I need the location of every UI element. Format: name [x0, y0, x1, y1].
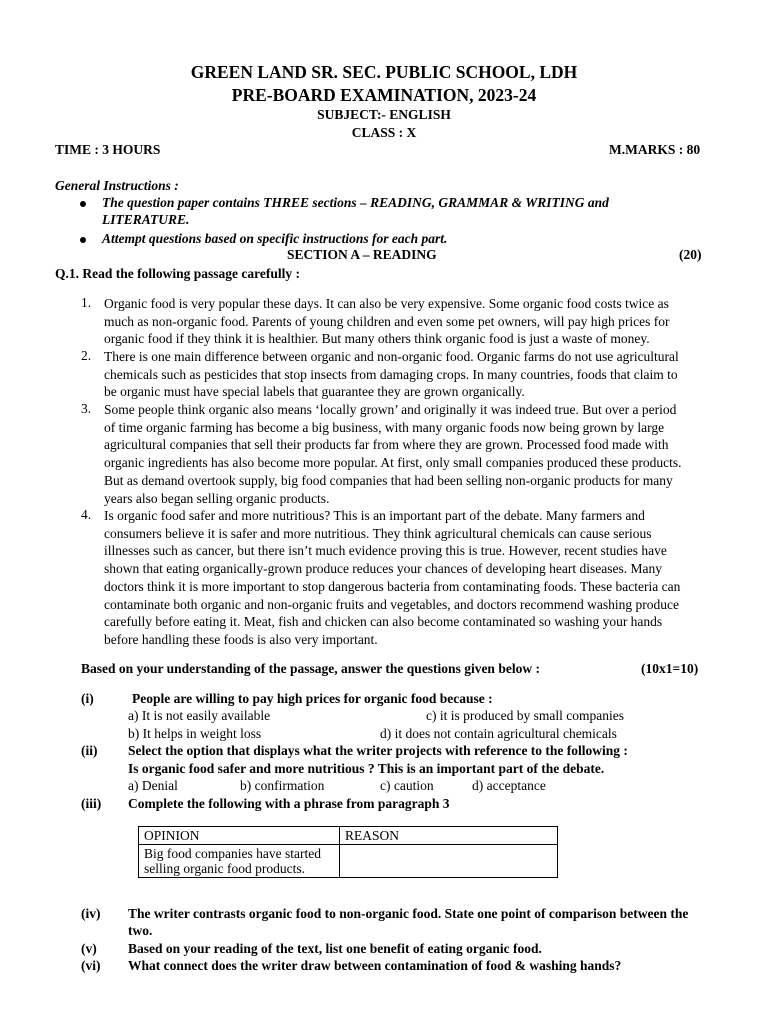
- question-text-cont: two.: [128, 923, 153, 938]
- question-text: What connect does the writer draw between contamination of food & washing hands?: [128, 958, 622, 973]
- question-text: Based on your reading of the text, list one benefit of eating organic food.: [128, 941, 542, 956]
- option-a: a) It is not easily available: [128, 708, 271, 723]
- question-text: Select the option that displays what the writer projects with reference to the following :: [128, 743, 628, 758]
- question-number: (i): [81, 691, 94, 706]
- class-line: CLASS : X: [351, 125, 417, 140]
- option-c: c) caution: [380, 778, 434, 793]
- section-title: SECTION A – READING: [287, 247, 437, 262]
- question-number: (iv): [81, 906, 101, 921]
- paragraph-3: Some people think organic also means ‘locally grown’ and originally it was indeed true. But over a period of time organic farming has become a big business, with many organic foods now being grown by large agricultural companies that sell their products far from where they are grown. Processed food made with organic ingredients has also become more popular. At first, only small companies produced these products. But as demand overtook supply, big food companies that had been selling non-organic products for many years also began selling organic products.: [104, 402, 682, 506]
- questions-marks: (10x1=10): [641, 661, 699, 676]
- paragraph-2: There is one main difference between organic and non-organic food. Organic farms do not use agricultural chemicals such as pesticides that stop insects from damaging crops. In many countries, foods that claim to be organic must have special labels that guarantee they are grown organically.: [104, 349, 679, 400]
- option-a: a) Denial: [128, 778, 178, 793]
- table-header-opinion: OPINION: [139, 827, 340, 845]
- question-text: People are willing to pay high prices for organic food because :: [132, 691, 493, 706]
- question-text: The writer contrasts organic food to non-organic food. State one point of comparison between the: [128, 906, 689, 921]
- max-marks: M.MARKS : 80: [609, 142, 701, 157]
- instruction-item: Attempt questions based on specific instructions for each part.: [102, 231, 448, 246]
- paragraph-4: Is organic food safer and more nutritious? This is an important part of the debate. Many farmers and consumers believe it is safer and more nutritious. They think agricultural chemicals can cause serious illnesses such as cancer, but there isn’t much evidence proving this is true. However, recent studies have shown that eating organically-grown produce reduces your chances of developing heart diseases. Many doctors think it is more important to stop dangerous bacteria from contaminating foods. These bacteria can contaminate both organic and non-organic fruits and vegetables, and doctors recommend washing produce carefully before eating it. Meat, fish and chicken can also become contaminated so washing your hands before handling these foods is also very important.: [104, 508, 681, 647]
- option-d: d) acceptance: [472, 778, 546, 793]
- paragraph-number: 1.: [81, 295, 92, 310]
- option-b: b) It helps in weight loss: [128, 726, 262, 741]
- bullet-icon: [80, 201, 86, 207]
- school-name: GREEN LAND SR. SEC. PUBLIC SCHOOL, LDH: [190, 62, 578, 82]
- option-d: d) it does not contain agricultural chemicals: [380, 726, 617, 741]
- paragraph-number: 4.: [81, 507, 92, 522]
- option-c: c) it is produced by small companies: [426, 708, 624, 723]
- question-text: Complete the following with a phrase from paragraph 3: [128, 796, 450, 811]
- questions-instruction: Based on your understanding of the passage, answer the questions given below :: [81, 661, 540, 676]
- option-b: b) confirmation: [240, 778, 325, 793]
- paragraph-number: 2.: [81, 348, 92, 363]
- question-number: (iii): [81, 796, 102, 811]
- exam-title: PRE-BOARD EXAMINATION, 2023-24: [231, 85, 537, 105]
- instructions-title: General Instructions :: [55, 178, 179, 193]
- bullet-icon: [80, 237, 86, 243]
- question-text-cont: Is organic food safer and more nutritious ? This is an important part of the debate.: [128, 761, 605, 776]
- question-number: (v): [81, 941, 97, 956]
- instruction-item: The question paper contains THREE sections – READING, GRAMMAR & WRITING and: [102, 195, 609, 210]
- table-cell-reason-blank[interactable]: [340, 845, 558, 878]
- opinion-reason-table: [138, 826, 558, 878]
- paragraph-1: Organic food is very popular these days. It can also be very expensive. Some organic food costs twice as much as non-organic food. Parents of young children and even some pet owners, will pay high prices for organic food if they think it is healthier. But many others think organic food is just a waste of money.: [104, 296, 670, 347]
- table-cell-opinion: Big food companies have started selling organic food products.: [139, 845, 340, 878]
- time-label: TIME : 3 HOURS: [55, 142, 161, 157]
- section-marks: (20): [679, 247, 702, 262]
- instruction-item-cont: LITERATURE.: [102, 212, 190, 227]
- table-header-reason: REASON: [340, 827, 558, 845]
- question-number: (ii): [81, 743, 98, 758]
- question-1-title: Q.1. Read the following passage carefully :: [55, 266, 300, 281]
- question-number: (vi): [81, 958, 101, 973]
- paragraph-number: 3.: [81, 401, 92, 416]
- subject-line: SUBJECT:- ENGLISH: [317, 107, 451, 122]
